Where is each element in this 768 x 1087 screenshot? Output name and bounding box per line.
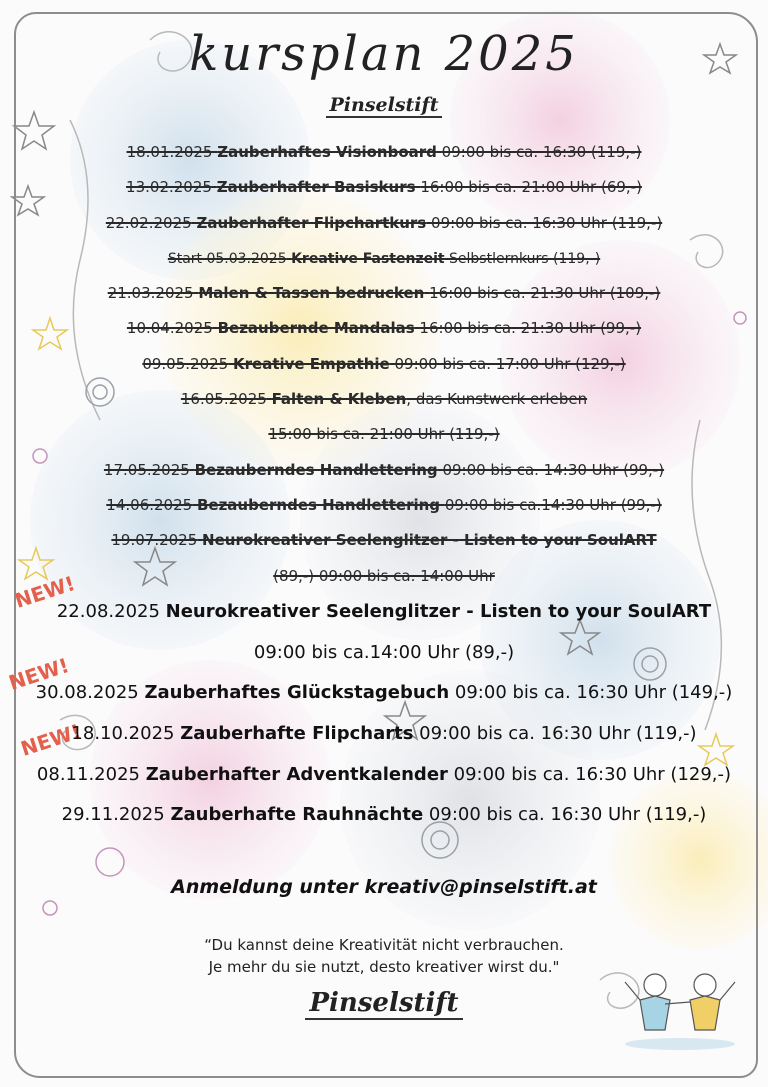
new-badge: NEW!: [5, 653, 72, 695]
list-item: 29.11.2025 Zauberhafte Rauhnächte 09:00 bis ca. 16:30 Uhr (119,-): [61, 804, 707, 826]
list-item: 15:00 bis ca. 21:00 Uhr (119,-): [268, 425, 500, 444]
list-item: 10.04.2025 Bezaubernde Mandalas 16:00 bis ca. 21:30 Uhr (99,-): [126, 319, 642, 338]
list-item: 14.06.2025 Bezauberndes Handlettering 09:00 bis ca.14:30 Uhr (99,-): [106, 495, 662, 514]
brand-logo: [0, 94, 768, 116]
list-item: 19.07.2025 Neurokreativer Seelenglitzer - Listen to your SoulART: [111, 531, 657, 550]
list-item: 22.02.2025 Zauberhafter Flipchartkurs 09:00 bis ca. 16:30 Uhr (119,-): [105, 213, 663, 232]
quote: [0, 934, 768, 978]
new-badge: NEW!: [17, 719, 84, 761]
new-badge: NEW!: [11, 571, 78, 613]
list-item: 09.05.2025 Kreative Empathie 09:00 bis ca. 17:00 Uhr (129,-): [142, 354, 626, 373]
footer-logo: [0, 988, 768, 1018]
list-item: 21.03.2025 Malen & Tassen bedrucken 16:00 bis ca. 21:30 Uhr (109,-): [107, 284, 661, 303]
quote-line: Je mehr du sie nutzt, desto kreativer wirst du.": [208, 958, 560, 976]
list-item: 13.02.2025 Zauberhafter Basiskurs 16:00 bis ca. 21:00 Uhr (69,-): [126, 178, 642, 197]
page-title: kursplan 2025: [189, 26, 579, 82]
list-item: 17.05.2025 Bezauberndes Handlettering 09:00 bis ca. 14:30 Uhr (99,-): [103, 460, 665, 479]
past-course-list: [0, 139, 768, 598]
list-item: (89,-) 09:00 bis ca. 14:00 Uhr: [273, 566, 495, 585]
footer-logo-text: Pinselstift: [305, 988, 462, 1020]
upcoming-course-list: [0, 595, 768, 839]
quote-line: “Du kannst deine Kreativität nicht verbrauchen.: [204, 936, 564, 954]
list-item: 18.10.2025 Zauberhafte Flipcharts 09:00 bis ca. 16:30 Uhr (119,-): [71, 723, 697, 745]
list-item: 18.01.2025 Zauberhaftes Visionboard 09:00 bis ca. 16:30 (119,-): [126, 143, 642, 161]
list-item: 22.08.2025 Neurokreativer Seelenglitzer - Listen to your SoulART: [56, 601, 712, 622]
list-item: 16.05.2025 Falten & Kleben, das Kunstwerk erleben: [180, 390, 588, 409]
registration-info: Anmeldung unter kreativ@pinselstift.at: [171, 876, 597, 898]
list-item: 30.08.2025 Zauberhaftes Glückstagebuch 09:00 bis ca. 16:30 Uhr (149,-): [35, 682, 733, 704]
list-item: Start 05.03.2025 Kreative Fastenzeit Selbstlernkurs (119,-): [167, 250, 601, 267]
list-item: 09:00 bis ca.14:00 Uhr (89,-): [253, 641, 515, 663]
brand-logo-text: Pinselstift: [326, 94, 443, 118]
list-item: 08.11.2025 Zauberhafter Adventkalender 09:00 bis ca. 16:30 Uhr (129,-): [36, 763, 732, 785]
